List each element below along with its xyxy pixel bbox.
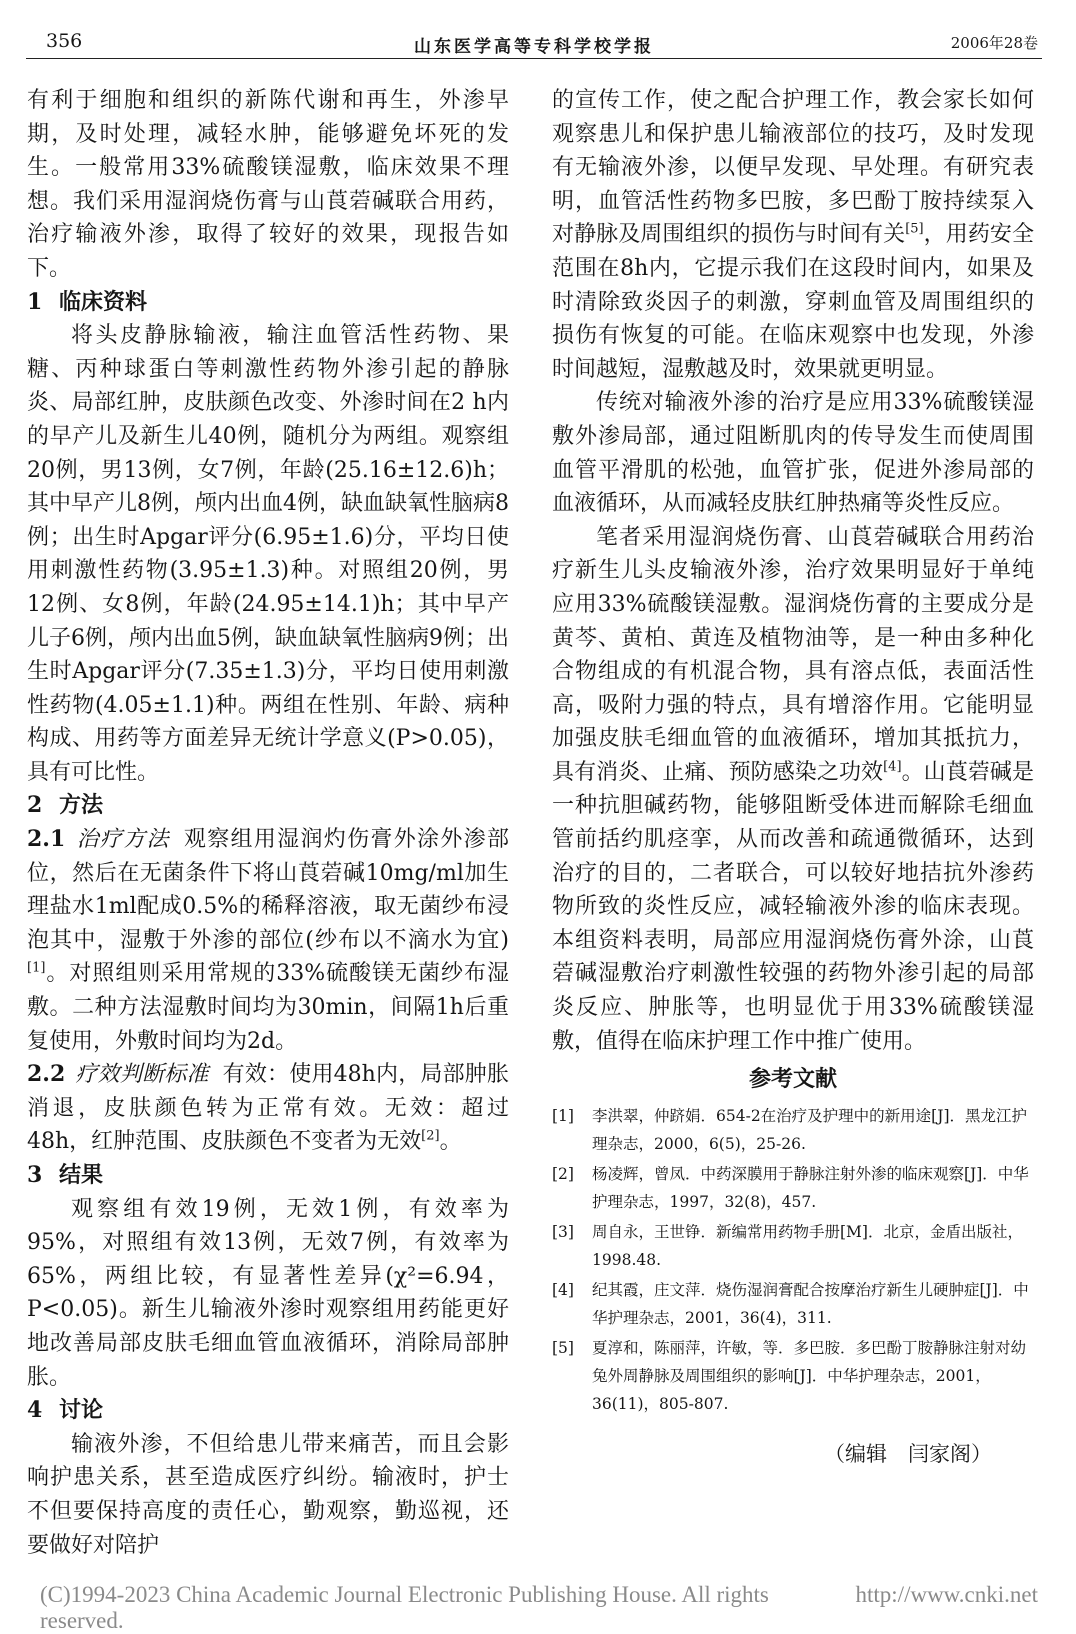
section-number: 2 [27,792,43,819]
section-heading [27,1159,509,1193]
citation: [1] [27,961,46,977]
section-title: 讨论 [59,1397,104,1424]
right-column [552,84,1034,1468]
reference-number: [3] [552,1223,574,1242]
paragraph-text: ，用药安全范围在8h内，它提示我们在这段时间内，如果及时清除致炎因子的刺激，穿刺血管及周围组织的损伤有恢复的可能。在临床观察中也发现，外渗时间越短，湿敷越及时，效果就更明显。 [552,222,1034,382]
reference-number: [1] [552,1107,574,1126]
editor-note: （编辑 闫家阁） [824,1442,992,1467]
intro-paragraph: 有利于细胞和组织的新陈代谢和再生，外渗早期，及时处理，减轻水肿，能够避免坏死的发生。一般常用33%硫酸镁湿敷，临床效果不理想。我们采用湿润烧伤膏与山莨菪碱联合用药，治疗输液外渗，取得了较好的效果，现报告如下。 [27,88,509,281]
body-paragraph [552,521,1034,1059]
section-title: 方法 [59,792,104,819]
subsection-paragraph [27,1058,509,1159]
page-header [26,28,1042,59]
subsection-text: 观察组用湿润灼伤膏外涂外渗部位，然后在无菌条件下将山莨菪碱10mg/ml加生理盐水1ml配成0.5%的稀释溶液，取无菌纱布浸泡其中，湿敷于外渗的部位(纱布以不滴水为宜) [27,827,509,953]
subsection-title: 疗效判断标准 [75,1062,209,1088]
paragraph-text: 的宣传工作，使之配合护理工作，教会家长如何观察患儿和保护患儿输液部位的技巧，及时发现有无输液外渗，以便早发现、早处理。有研究表明，血管活性药物多巴胺，多巴酚丁胺持续泵入对静脉及周围组织的损伤与时间有关 [552,88,1034,248]
subsection-paragraph [27,823,509,1058]
paragraph-text: 笔者采用湿润烧伤膏、山莨菪碱联合用药治疗新生儿头皮输液外渗，治疗效果明显好于单纯应用33%硫酸镁湿敷。湿润烧伤膏的主要成分是黄芩、黄柏、黄连及植物油等，是一种由多种化合物组成的有机混合物，具有溶点低，表面活性高，吸附力强的特点，具有增溶作用。它能明显加强皮肤毛细血管的血液循环，增加其抵抗力，具有消炎、止痛、预防感染之功效 [552,524,1034,785]
section-heading [27,1394,509,1428]
section-number: 4 [27,1397,43,1424]
reference-item [552,1334,1034,1418]
volume-label: 2006年28卷 [950,34,1038,52]
section-title: 结果 [59,1162,104,1188]
reference-text: 杨凌辉，曾凤．中药深膜用于静脉注射外渗的临床观察[J]．中华护理杂志，1997，32(8)，457. [592,1165,1029,1212]
body-paragraph: 观察组有效19例，无效1例，有效率为95%，对照组有效13例，无效7例，有效率为65%，两组比较，有显著性差异(χ²=6.94，P<0.05)。新生儿输液外渗时观察组用药能更好地改善局部皮肤毛细血管血液循环，消除局部肿胀。 [27,1196,509,1390]
subsection-text: 。对照组则采用常规的33%硫酸镁无菌纱布湿敷。二种方法湿敷时间均为30min，间隔1h后重复使用，外敷时间均为2d。 [27,961,509,1054]
reference-number: [2] [552,1165,574,1184]
section-heading [27,286,509,320]
citation: [4] [883,759,902,775]
reference-number: [5] [552,1339,574,1358]
subsection-text: 。 [439,1129,462,1155]
reference-item [552,1102,1034,1158]
paragraph-text: 。山莨菪碱是一种抗胆碱药物，能够阻断受体进而解除毛细血管前括约肌痉挛，从而改善和疏通微循环，达到治疗的目的，二者联合，可以较好地拮抗外渗药物所致的炎性反应，减轻输液外渗的临床表现。本组资料表明，局部应用湿润烧伤膏外涂，山莨菪碱湿敷治疗刺激性较强的药物外渗引起的局部炎反应、肿胀等，也明显优于用33%硫酸镁湿敷，值得在临床护理工作中推广使用。 [552,759,1034,1054]
section-number: 1 [27,288,43,315]
reference-text: 夏淳和，陈丽萍，许敏，等．多巴胺．多巴酚丁胺静脉注射对幼兔外周静脉及周围组织的影响[J]．中华护理杂志，2001，36(11)，805-807. [592,1339,1027,1414]
body-paragraph: 输液外渗，不但给患儿带来痛苦，而且会影响护患关系，甚至造成医疗纠纷。输液时，护士不但要保持高度的责任心，勤观察，勤巡视，还要做好对陪护 [27,1431,509,1558]
reference-text: 李洪翠，仲跻娟．654-2在治疗及护理中的新用途[J]．黑龙江护理杂志，2000，6(5)，25-26. [592,1107,1027,1154]
references-heading: 参考文献 [748,1066,837,1093]
section-title: 临床资料 [59,288,148,315]
subsection-text: 有效：使用48h内，局部肿胀消退，皮肤颜色转为正常有效。无效：超过48h，红肿范围、皮肤颜色不变者为无效 [27,1062,509,1155]
citation: [5] [905,222,924,238]
footer-url: http://www.cnki.net [855,1582,1038,1607]
subsection-title: 治疗方法 [75,827,170,853]
copyright-footer [40,1582,1038,1634]
page-number: 356 [46,30,83,52]
reference-text: 周自永，王世铮．新编常用药物手册[M]．北京，金盾出版社，1998.48. [592,1223,1023,1270]
journal-title: 山东医学高等专科学校学报 [414,37,654,57]
reference-item [552,1218,1034,1274]
copyright-text: (C)1994-2023 China Academic Journal Electronic Publishing House. All rights reserved. [40,1582,769,1633]
left-column [27,84,509,1562]
reference-number: [4] [552,1281,574,1300]
body-paragraph: 将头皮静脉输液，输注血管活性药物、果糖、丙种球蛋白等刺激性药物外渗引起的静脉炎、局部红肿，皮肤颜色改变、外渗时间在2 h内的早产儿及新生儿40例，随机分为两组。观察组20例，男13例，女7例，年龄(25.16±12.6)h；其中早产儿8例，颅内出血4例，缺血缺氧性脑病8例；出生时Apgar评分(6.95±1.6)分，平均日使用刺激性药物(3.95±1.3)种。对照组20例，男12例、女8例，年龄(24.95±14.1)h；其中早产儿子6例，颅内出血5例，缺血缺氧性脑病9例；出生时Apgar评分(7.35±1.3)分，平均日使用刺激性药物(4.05±1.1)种。两组在性别、年龄、病种构成、用药等方面差异无统计学意义(P>0.05)，具有可比性。 [27,323,509,785]
reference-item [552,1276,1034,1332]
body-paragraph: 传统对输液外渗的治疗是应用33%硫酸镁湿敷外渗局部，通过阻断肌肉的传导发生而使周围血管平滑肌的松弛，血管扩张，促进外渗局部的血液循环，从而减轻皮肤红肿热痛等炎性反应。 [552,390,1034,517]
reference-text: 纪其霞，庄文萍．烧伤湿润膏配合按摩治疗新生儿硬肿症[J]．中华护理杂志，2001，36(4)，311. [592,1281,1029,1328]
section-number: 3 [27,1162,43,1188]
subsection-number: 2.2 [27,1061,66,1088]
body-paragraph [552,84,1034,386]
reference-item [552,1160,1034,1216]
citation: [2] [421,1129,440,1145]
section-heading [27,789,509,823]
subsection-number: 2.1 [27,826,66,853]
